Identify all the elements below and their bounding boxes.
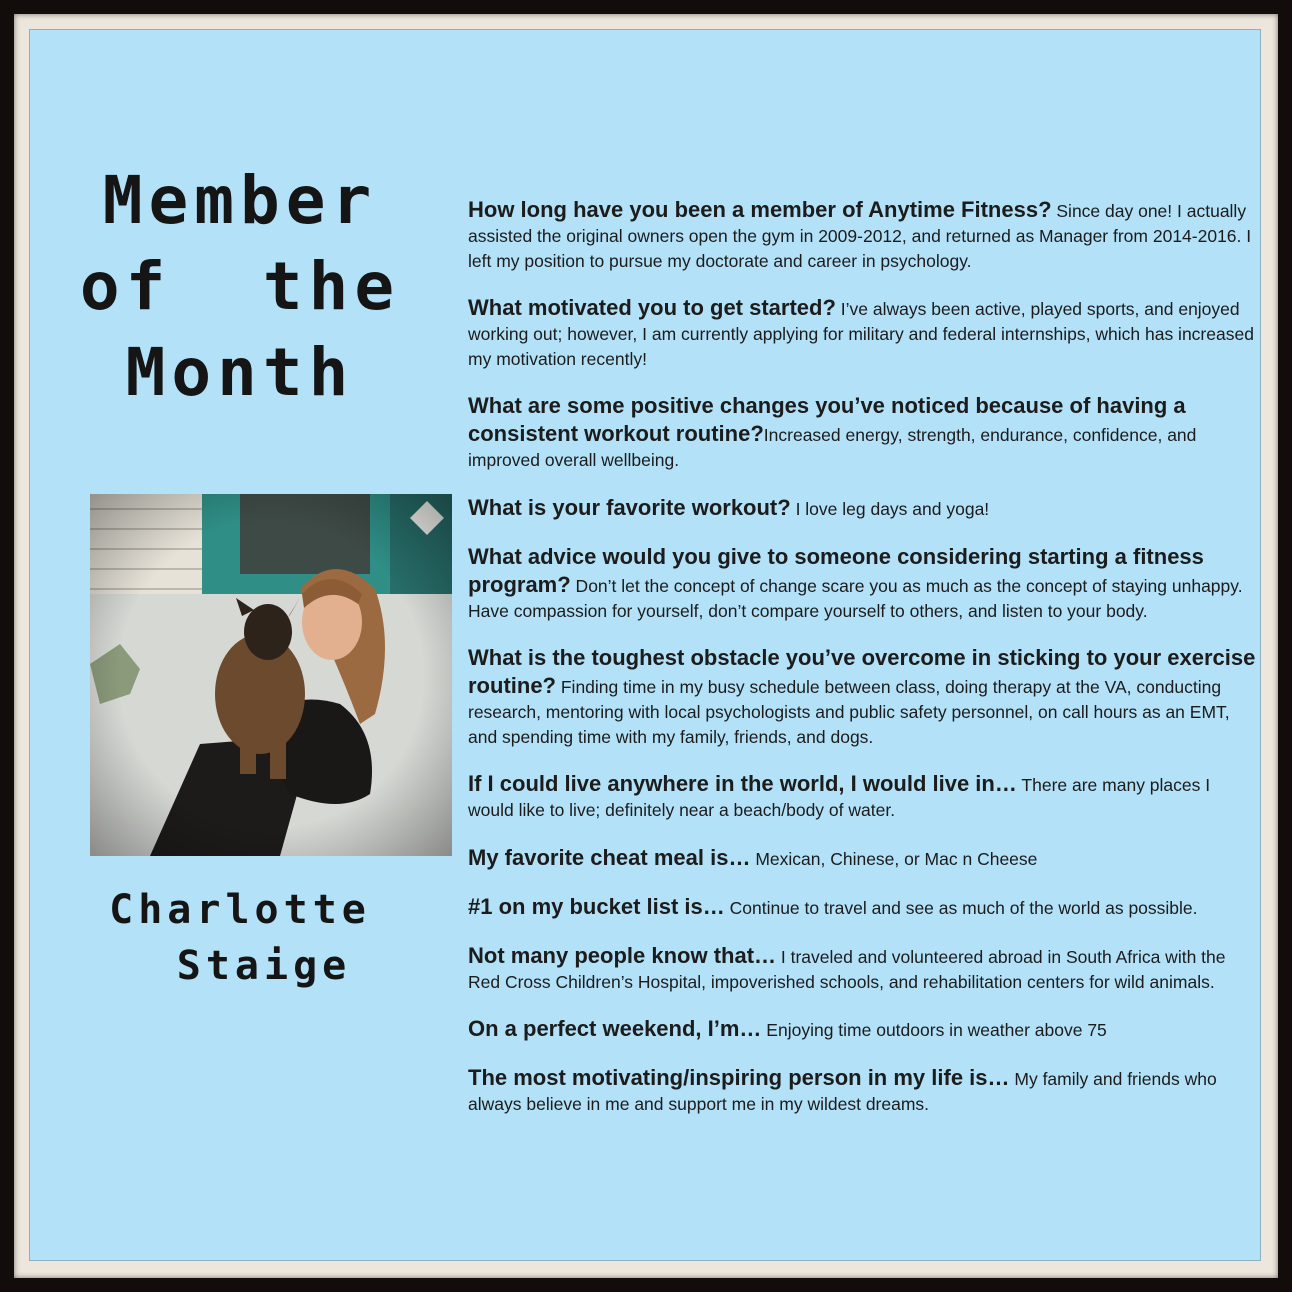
- qa-answer: My family and friends who always believe in me and support me in my wildest dreams.: [468, 1069, 1217, 1114]
- qa-question: Not many people know that…: [468, 942, 777, 968]
- member-card: [30, 30, 1260, 1260]
- qa-question: What advice would you give to someone considering starting a fitness program?: [468, 543, 1204, 597]
- qa-item: [468, 1064, 1260, 1117]
- qa-item: [468, 543, 1260, 624]
- qa-item: [468, 942, 1260, 995]
- qa-answer: I love leg days and yoga!: [790, 498, 990, 519]
- qa-answer: Mexican, Chinese, or Mac n Cheese: [750, 848, 1038, 869]
- qa-question: My favorite cheat meal is…: [468, 844, 751, 870]
- qa-item: [468, 494, 1260, 522]
- qa-question: #1 on my bucket list is…: [468, 893, 725, 919]
- qa-item: [468, 294, 1260, 371]
- qa-question: What is your favorite workout?: [468, 494, 791, 520]
- qa-question: What is the toughest obstacle you’ve overcome in sticking to your exercise routine?: [468, 645, 1256, 698]
- qa-question: If I could live anywhere in the world, I would live in…: [468, 771, 1017, 796]
- qa-list: [468, 196, 1260, 1138]
- member-first-name: Charlotte: [109, 887, 371, 933]
- qa-item: [468, 844, 1260, 872]
- qa-question: How long have you been a member of Anytime Fitness?: [468, 197, 1052, 222]
- headline-line-2: of the: [79, 248, 401, 325]
- qa-item: [468, 1015, 1260, 1043]
- qa-answer: Increased energy, strength, endurance, confidence, and improved overall wellbeing.: [468, 425, 1197, 470]
- member-photo: [90, 494, 452, 856]
- qa-item: [468, 392, 1260, 473]
- headline-line-1: Member: [102, 162, 378, 239]
- qa-item: [468, 196, 1260, 273]
- qa-answer: I’ve always been active, played sports, and enjoyed working out; however, I am currently applying for military and federal internships, which has increased my motivation recently!: [468, 299, 1254, 369]
- qa-item: [468, 644, 1260, 749]
- qa-question: On a perfect weekend, I’m…: [468, 1016, 762, 1041]
- qa-question: The most motivating/inspiring person in my life is…: [468, 1065, 1010, 1090]
- qa-answer: Continue to travel and see as much of the world as possible.: [724, 897, 1198, 918]
- qa-answer: Enjoying time outdoors in weather above 75: [761, 1020, 1107, 1040]
- qa-answer: Since day one! I actually assisted the original owners open the gym in 2009-2012, and returned as Manager from 2014-2016. I left my position to pursue my doctorate and career in psychology.: [468, 201, 1252, 271]
- headline: [30, 158, 450, 416]
- member-last-name: Staige: [176, 943, 352, 989]
- headline-line-3: Month: [125, 334, 355, 411]
- member-name: [30, 882, 450, 994]
- qa-question: What motivated you to get started?: [468, 295, 836, 320]
- qa-answer: Finding time in my busy schedule between class, doing therapy at the VA, conducting research, mentoring with local psychologists and public safety personnel, on call hours as an EMT, and spending time with my family, friends, and dogs.: [468, 677, 1230, 747]
- qa-question: What are some positive changes you’ve noticed because of having a consistent workout routine?: [468, 393, 1186, 446]
- qa-answer: There are many places I would like to live; definitely near a beach/body of water.: [468, 775, 1211, 820]
- qa-answer: Don’t let the concept of change scare you as much as the concept of staying unhappy. Have compassion for yourself, don’t compare yourself to others, and listen to your body.: [468, 575, 1243, 621]
- qa-answer: I traveled and volunteered abroad in South Africa with the Red Cross Children’s Hospital, impoverished schools, and rehabilitation centers for wild animals.: [468, 946, 1226, 992]
- qa-item: [468, 770, 1260, 823]
- qa-item: [468, 893, 1260, 921]
- member-photo-icon: [90, 494, 452, 856]
